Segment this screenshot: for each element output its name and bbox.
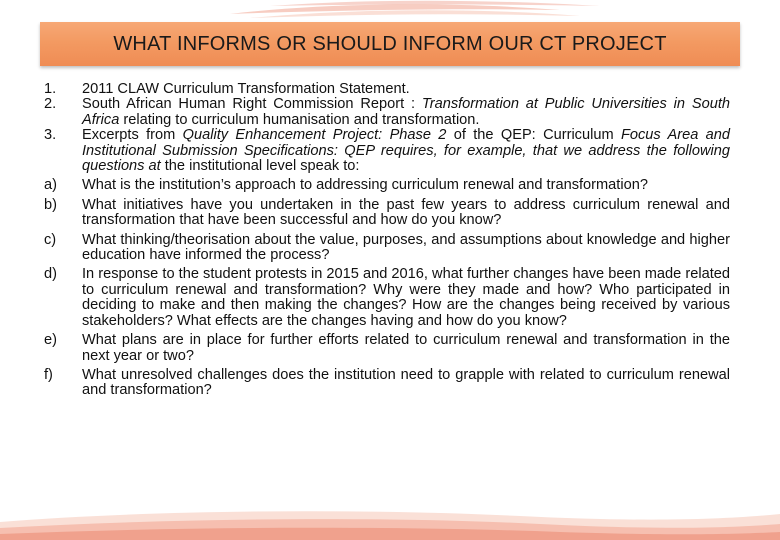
list-item-a <box>44 178 730 193</box>
list-marker: b) <box>44 196 57 213</box>
list-item-text: Excerpts from Quality Enhancement Project: Phase 2 of the QEP: Curriculum Focus Area and Institutional Submission Specifications: QEP requires, for example, that we address the following questions at the institutional level speak to: <box>82 127 730 175</box>
list-item-1 <box>44 82 730 97</box>
list-item-d <box>44 267 730 329</box>
list-marker: 3. <box>44 127 57 144</box>
list-item-text: What is the institution’s approach to addressing curriculum renewal and transformation? <box>82 177 648 194</box>
content-list <box>44 82 730 399</box>
list-item-text: South African Human Right Commission Report : Transformation at Public Universities in South Africa relating to curriculum humanisation and transformation. <box>82 96 730 128</box>
list-marker: f) <box>44 366 53 383</box>
list-item-text: In response to the student protests in 2015 and 2016, what further changes have been made related to curriculum renewal and transformation? Why were they made and how? Who participated in deciding to make and then making the changes? How are the changes being received by various stakeholders? What effects are the changes having and how do you know? <box>82 266 730 329</box>
list-item-e <box>44 333 730 364</box>
list-item-text: 2011 CLAW Curriculum Transformation Statement. <box>82 81 410 97</box>
list-marker: 1. <box>44 81 57 97</box>
list-item-text: What unresolved challenges does the institution need to grapple with related to curriculum renewal and transformation? <box>82 366 730 399</box>
list-item-b <box>44 198 730 229</box>
list-marker: e) <box>44 332 57 349</box>
list-item-c <box>44 233 730 264</box>
list-item-f <box>44 368 730 399</box>
list-marker: c) <box>44 231 57 248</box>
decorative-wave-bottom <box>0 480 780 540</box>
list-marker: d) <box>44 266 57 283</box>
list-item-3 <box>44 128 730 174</box>
page-title: WHAT INFORMS OR SHOULD INFORM OUR CT PROJECT <box>113 32 667 55</box>
list-marker: a) <box>44 177 57 194</box>
list-item-text: What thinking/theorisation about the value, purposes, and assumptions about knowledge and higher education have informed the process? <box>82 231 730 264</box>
title-banner <box>40 22 740 66</box>
list-item-2 <box>44 97 730 128</box>
list-marker: 2. <box>44 96 57 113</box>
list-item-text: What plans are in place for further efforts related to curriculum renewal and transformation in the next year or two? <box>82 332 730 364</box>
list-item-text: What initiatives have you undertaken in the past few years to address curriculum renewal and transformation that have been successful and how do you know? <box>82 196 730 229</box>
